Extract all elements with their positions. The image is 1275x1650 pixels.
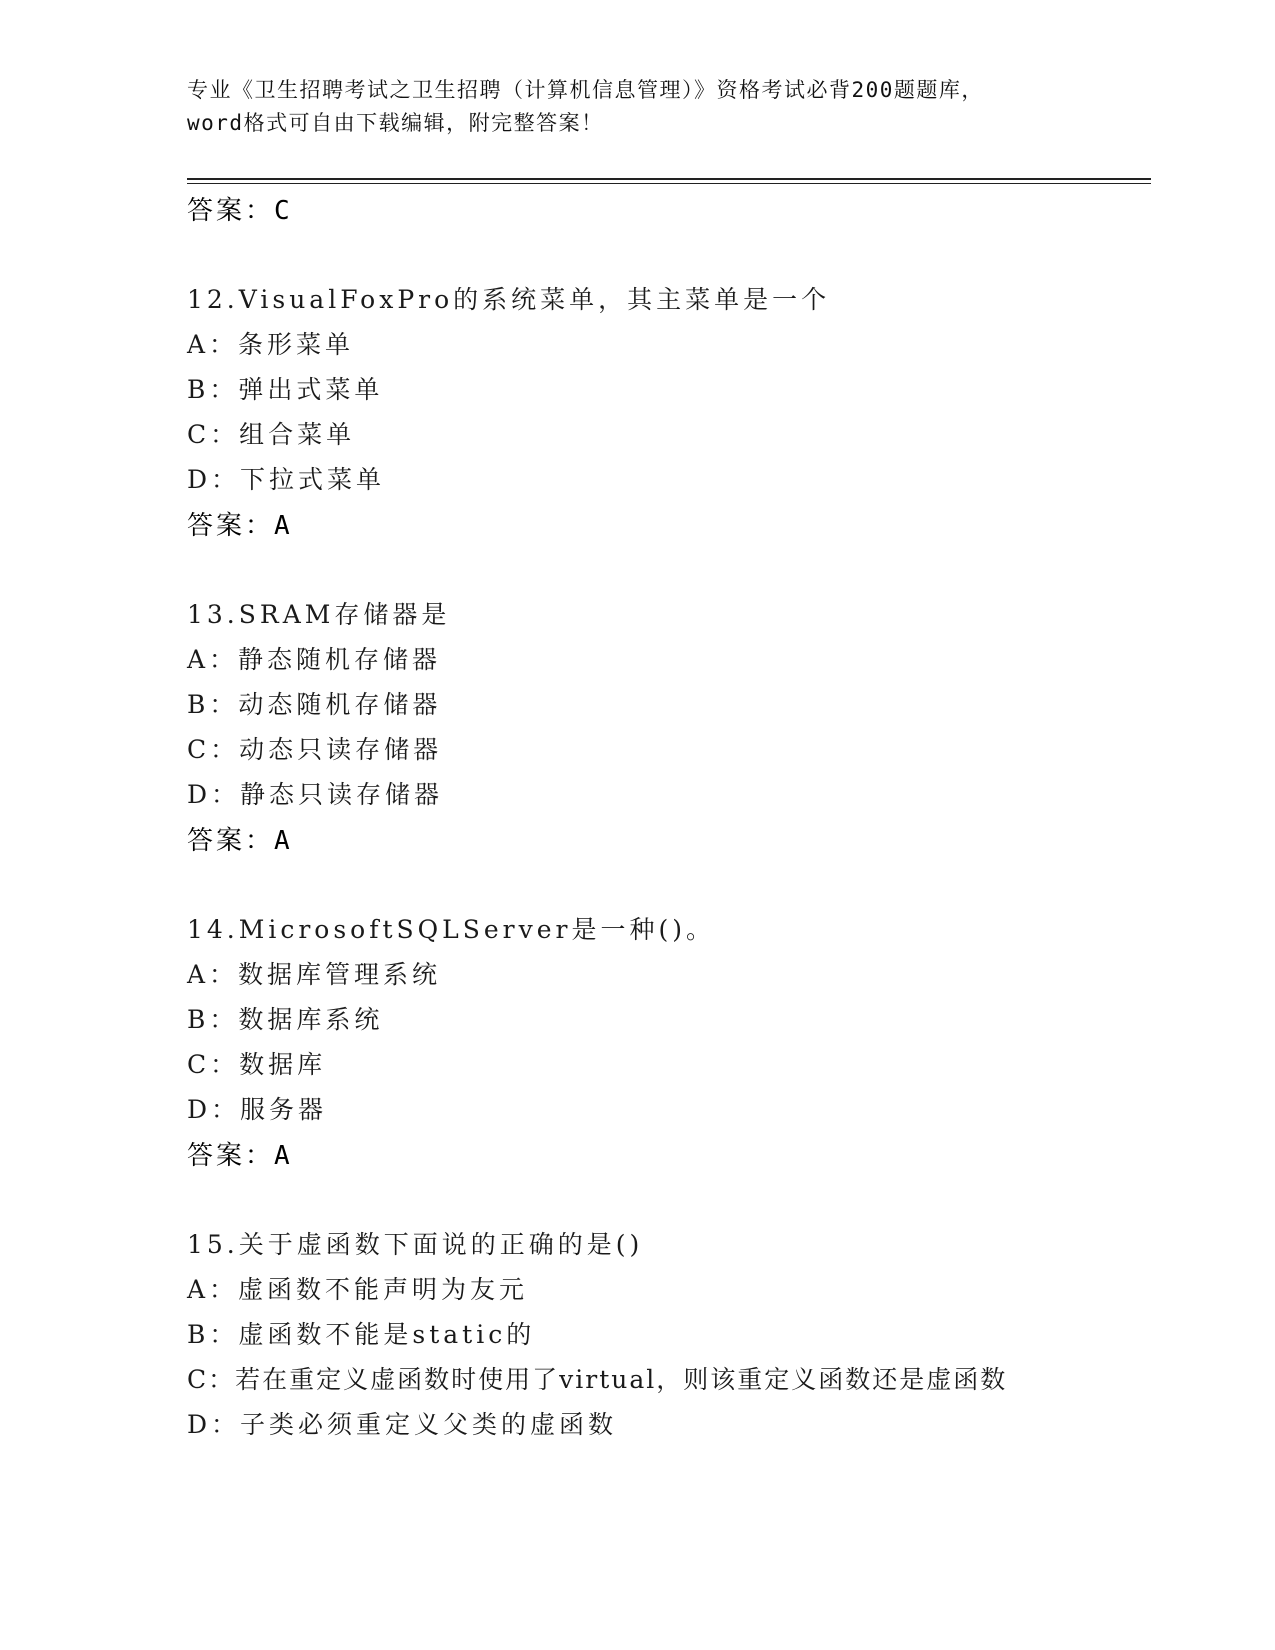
question-stem: 12.VisualFoxPro的系统菜单，其主菜单是一个 [187, 285, 831, 314]
option-b: B：虚函数不能是static的 [187, 1320, 536, 1349]
answer-value: A [274, 1141, 293, 1171]
option-b: B：数据库系统 [187, 1005, 384, 1034]
option-a: A：条形菜单 [187, 330, 355, 359]
answer-value: C [274, 196, 293, 226]
option-d: D：服务器 [187, 1095, 328, 1124]
option-a: A：虚函数不能声明为友元 [187, 1275, 529, 1304]
answer-label: 答案： [187, 826, 275, 856]
header-line-2: word格式可自由下载编辑，附完整答案！ [187, 111, 604, 135]
question-stem: 15.关于虚函数下面说的正确的是() [187, 1230, 644, 1259]
option-c: C：若在重定义虚函数时使用了virtual，则该重定义函数还是虚函数 [187, 1365, 1008, 1394]
option-c: C：组合菜单 [187, 420, 356, 449]
header-divider-thick [187, 178, 1151, 180]
answer-value: A [274, 826, 293, 856]
option-b: B：动态随机存储器 [187, 690, 442, 719]
answer-label: 答案： [187, 1141, 275, 1171]
option-c: C：数据库 [187, 1050, 327, 1079]
prev-answer [187, 190, 293, 227]
header-divider-thin [187, 183, 1151, 184]
option-b: B：弹出式菜单 [187, 375, 384, 404]
answer-value: A [274, 511, 293, 541]
document-header [187, 74, 1087, 140]
header-line-1: 专业《卫生招聘考试之卫生招聘（计算机信息管理）》资格考试必背200题题库， [187, 78, 984, 102]
option-d: D：下拉式菜单 [187, 465, 386, 494]
option-a: A：数据库管理系统 [187, 960, 442, 989]
answer-label: 答案： [187, 196, 275, 226]
question-stem: 13.SRAM存储器是 [187, 600, 451, 629]
question-answer [187, 505, 293, 542]
option-a: A：静态随机存储器 [187, 645, 442, 674]
question-stem: 14.MicrosoftSQLServer是一种()。 [187, 915, 716, 944]
option-d: D：子类必须重定义父类的虚函数 [187, 1410, 618, 1439]
option-c: C：动态只读存储器 [187, 735, 443, 764]
question-answer [187, 1135, 293, 1172]
answer-label: 答案： [187, 511, 275, 541]
option-d: D：静态只读存储器 [187, 780, 444, 809]
question-answer [187, 820, 293, 857]
